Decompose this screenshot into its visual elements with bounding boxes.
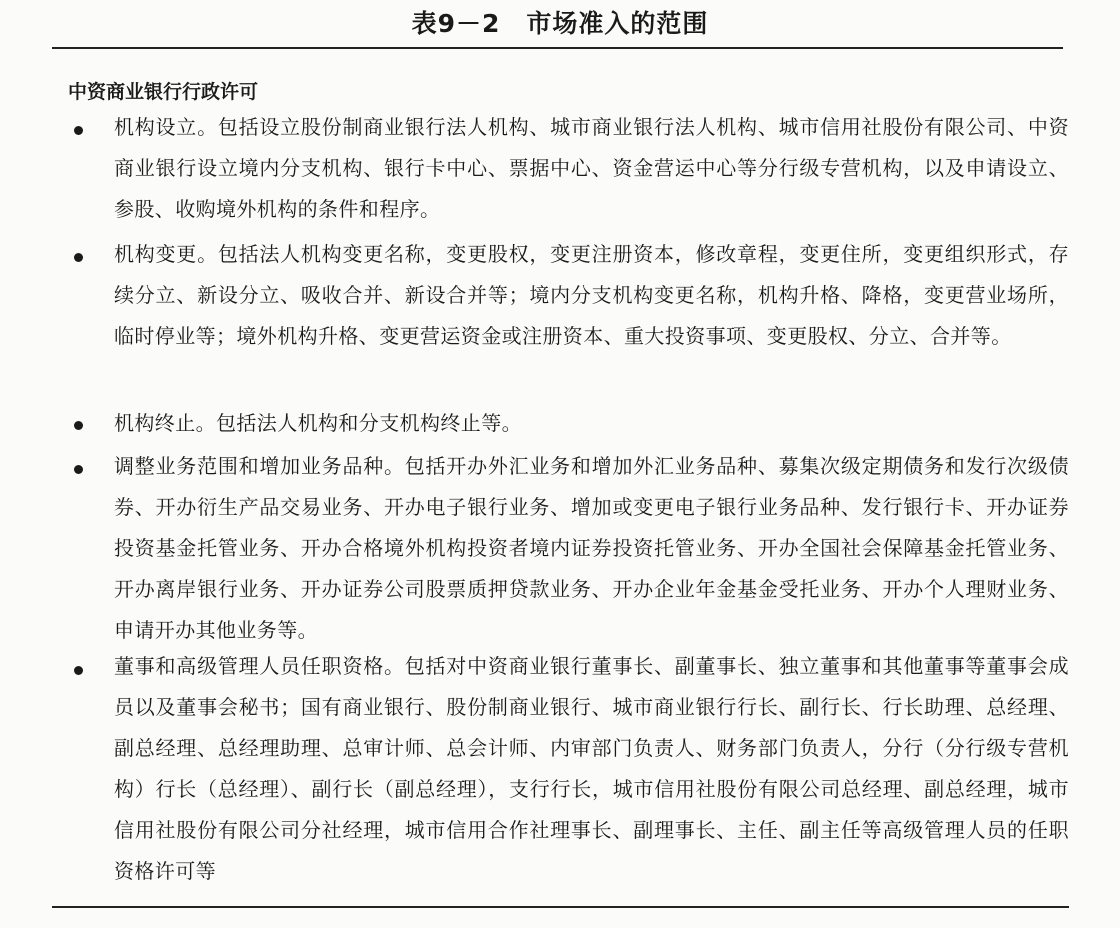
item-text: 调整业务范围和增加业务品种。包括开办外汇业务和增加外汇业务品种、募集次级定期债务和发行次级债券、开办衍生产品交易业务、开办电子银行业务、增加或变更电子银行业务品种、发行银行卡、开办证券投资基金托管业务、开办合格境外机构投资者境内证券投资托管业务、开办全国社会保障基金托管业务、开办离岸银行业务、开办证券公司股票质押贷款业务、开办企业年金基金受托业务、开办个人理财业务、申请开办其他业务等。 bbox=[114, 454, 1069, 642]
bullet-icon bbox=[74, 666, 83, 675]
item-text: 机构变更。包括法人机构变更名称，变更股权，变更注册资本，修改章程，变更住所，变更组织形式，存续分立、新设分立、吸收合并、新设合并等；境内分支机构变更名称，机构升格、降格，变更营业场所，临时停业等；境外机构升格、变更营运资金或注册资本、重大投资事项、变更股权、分立、合并等。 bbox=[114, 242, 1069, 348]
top-rule bbox=[52, 47, 1063, 49]
section-heading: 中资商业银行行政许可 bbox=[68, 81, 259, 103]
bullet-icon bbox=[74, 126, 83, 135]
item-text: 机构终止。包括法人机构和分支机构终止等。 bbox=[114, 411, 522, 435]
bottom-rule bbox=[52, 906, 1069, 908]
bullet-icon bbox=[74, 421, 83, 430]
bullet-icon bbox=[74, 465, 83, 474]
table-title: 表9－2 市场准入的范围 bbox=[411, 9, 709, 38]
item-text: 董事和高级管理人员任职资格。包括对中资商业银行董事长、副董事长、独立董事和其他董事等董事会成员以及董事会秘书；国有商业银行、股份制商业银行、城市商业银行行长、副行长、行长助理、总经理、副总经理、总经理助理、总审计师、总会计师、内审部门负责人、财务部门负责人，分行（分行级专营机构）行长（总经理）、副行长（副总经理），支行行长，城市信用社股份有限公司总经理、副总经理，城市信用社股份有限公司分社经理，城市信用合作社理事长、副理事长、主任、副主任等高级管理人员的任职资格许可等 bbox=[114, 654, 1069, 883]
bullet-icon bbox=[74, 253, 83, 262]
item-text: 机构设立。包括设立股份制商业银行法人机构、城市商业银行法人机构、城市信用社股份有限公司、中资商业银行设立境内分支机构、银行卡中心、票据中心、资金营运中心等分行级专营机构，以及申请设立、参股、收购境外机构的条件和程序。 bbox=[114, 115, 1069, 221]
